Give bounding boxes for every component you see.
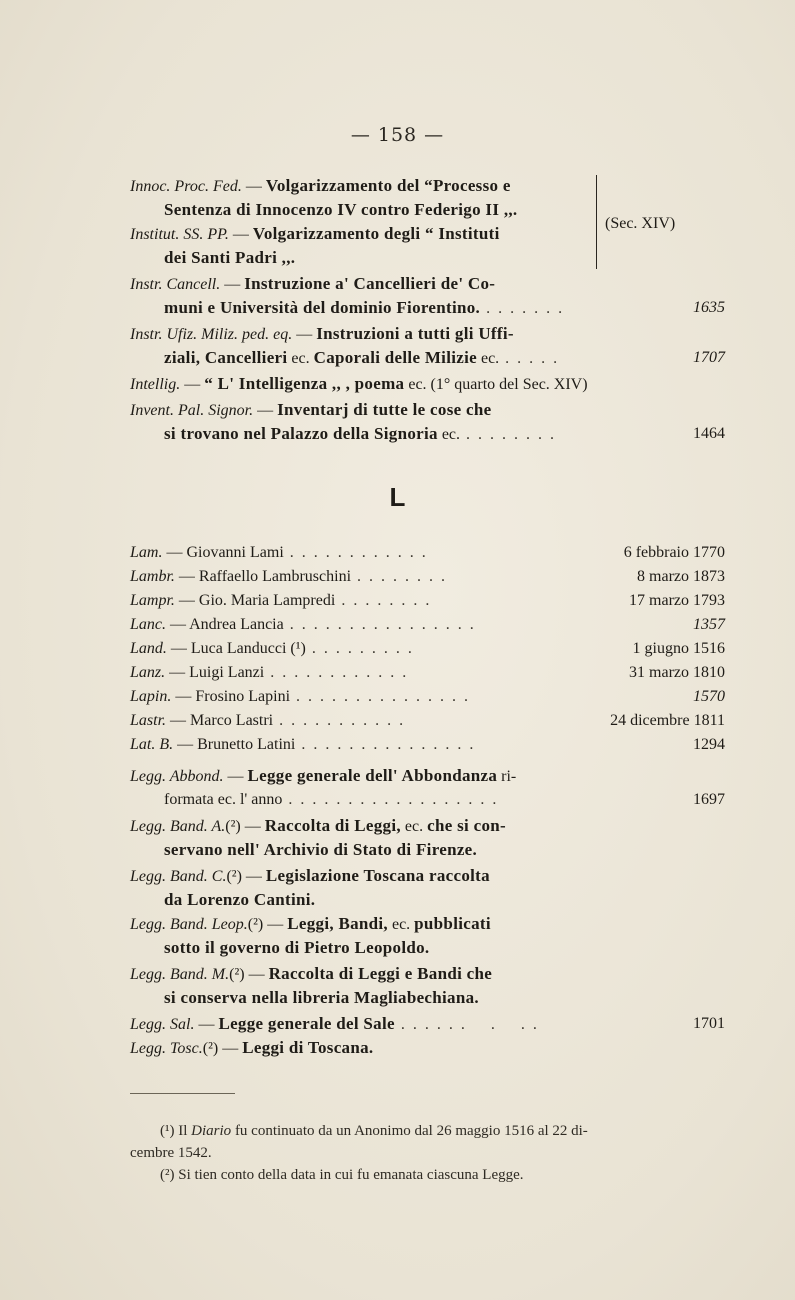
entry-date: 1294 bbox=[693, 736, 725, 753]
entry-date: 1707 bbox=[693, 349, 725, 366]
footnote-rule bbox=[130, 1093, 235, 1094]
century-label: (Sec. XIV) bbox=[605, 215, 676, 232]
entry-abbr: Invent. Pal. Signor. bbox=[130, 402, 254, 419]
entry-title: Volgarizzamento degli “ Instituti bbox=[252, 224, 500, 243]
entry-title: Instruzioni a tutti gli Uffi- bbox=[316, 324, 514, 343]
author-list bbox=[130, 541, 725, 757]
list-item: Lambr. — Raffaello Lambruschini . . . . . . . . 8 marzo 1873 bbox=[130, 565, 725, 589]
entry-instr-cancell: Instr. Cancell. — Instruzione a' Cancellieri de' Co- muni e Università del dominio Fiorentino. . . . . . . . 1635 bbox=[130, 272, 725, 320]
entry-title-cont: Sentenza di Innocenzo IV contro Federigo II ,,. bbox=[164, 200, 518, 219]
entry-date: 24 dicembre 1811 bbox=[610, 712, 725, 729]
entry-abbr: Innoc. Proc. Fed. bbox=[130, 178, 242, 195]
list-item: Land. — Luca Landucci (¹) . . . . . . . . . 1 giugno 1516 bbox=[130, 637, 725, 661]
entry-date: 1464 bbox=[693, 425, 725, 442]
entry-title-cont: dei Santi Padri ,,. bbox=[164, 248, 296, 267]
footnote-2: (²) Si tien conto della data in cui fu emanata ciascuna Legge. bbox=[160, 1167, 524, 1183]
entry-date: 1635 bbox=[693, 299, 725, 316]
entry-legg-tosc: Legg. Tosc.(²) — Leggi di Toscana. bbox=[130, 1038, 374, 1057]
entry-invent: Invent. Pal. Signor. — Inventarj di tutte le cose che si trovano nel Palazzo della Signoria ec. . . . . . . . . 1464 bbox=[130, 398, 725, 446]
entry-legg-band-m: Legg. Band. M.(²) — Raccolta di Leggi e Bandi che si conserva nella libreria Magliabechiana. bbox=[130, 964, 493, 1007]
entry-innoc: Innoc. Proc. Fed. — Volgarizzamento del “Processo e Sentenza di Innocenzo IV contro Federigo II ,,. bbox=[130, 176, 518, 219]
entry-abbr: Instr. Ufiz. Miliz. ped. eq. bbox=[130, 326, 293, 343]
page-number: — 158 — bbox=[350, 124, 445, 146]
list-item: Lapin. — Frosino Lapini . . . . . . . . . . . . . . . 1570 bbox=[130, 685, 725, 709]
entry-title: Instruzione a' Cancellieri de' Co- bbox=[244, 274, 496, 293]
entry-date: 8 marzo 1873 bbox=[637, 568, 725, 585]
entry-title: “ L' Intelligenza ,, , poema bbox=[204, 374, 405, 393]
entry-date: 31 marzo 1810 bbox=[629, 664, 725, 681]
entry-legg-band-c: Legg. Band. C.(²) — Legislazione Toscana raccolta da Lorenzo Cantini. bbox=[130, 866, 490, 909]
list-item: Lanc. — Andrea Lancia . . . . . . . . . . . . . . . . 1357 bbox=[130, 613, 725, 637]
entry-date: 1697 bbox=[693, 791, 725, 808]
section-letter: L bbox=[389, 482, 406, 512]
entry-title: Volgarizzamento del “Processo e bbox=[265, 176, 511, 195]
list-item: Lastr. — Marco Lastri . . . . . . . . . . . 24 dicembre 1811 bbox=[130, 709, 725, 733]
footnote-1: (¹) Il Diario fu continuato da un Anonimo dal 26 maggio 1516 al 22 di- cembre 1542. bbox=[130, 1123, 588, 1161]
entry-date: 1570 bbox=[693, 688, 725, 705]
list-item: Lam. — Giovanni Lami . . . . . . . . . . . . 6 febbraio 1770 bbox=[130, 541, 725, 565]
entry-legg-band-leop: Legg. Band. Leop.(²) — Leggi, Bandi, ec. pubblicati sotto il governo di Pietro Leopoldo. bbox=[130, 914, 491, 957]
entry-instr-ufiz: Instr. Ufiz. Miliz. ped. eq. — Instruzioni a tutti gli Uffi- ziali, Cancellieri ec. Caporali delle Milizie ec. . . . . . 1707 bbox=[130, 322, 725, 370]
entry-institut: Institut. SS. PP. — Volgarizzamento degli “ Instituti dei Santi Padri ,,. bbox=[130, 224, 500, 267]
entry-abbr: Instr. Cancell. bbox=[130, 276, 221, 293]
entry-legg-abbond: Legg. Abbond. — Legge generale dell' Abbondanza ri- formata ec. l' anno . . . . . . . . . . . . . . . . . . 1697 bbox=[130, 764, 725, 812]
entry-abbr: Intellig. bbox=[130, 376, 181, 393]
list-item: Lanz. — Luigi Lanzi . . . . . . . . . . . . 31 marzo 1810 bbox=[130, 661, 725, 685]
entry-date: 1701 bbox=[693, 1015, 725, 1032]
entry-date: 1357 bbox=[693, 616, 725, 633]
list-item: Lampr. — Gio. Maria Lampredi . . . . . . . . 17 marzo 1793 bbox=[130, 589, 725, 613]
entry-date: 17 marzo 1793 bbox=[629, 592, 725, 609]
entry-legg-band-a: Legg. Band. A.(²) — Raccolta di Leggi, ec. che si con- servano nell' Archivio di Stato di Firenze. bbox=[130, 816, 506, 859]
entry-title-cont: muni e Università del dominio Fiorentino. bbox=[164, 298, 481, 317]
entry-legg-sal: Legg. Sal. — Legge generale del Sale . . . . . . . . . 1701 bbox=[130, 1012, 725, 1036]
entry-intellig: Intellig. — “ L' Intelligenza ,, , poema ec. (1° quarto del Sec. XIV) bbox=[130, 374, 588, 393]
century-bracket bbox=[596, 175, 603, 269]
list-item: Lat. B. — Brunetto Latini . . . . . . . . . . . . . . . 1294 bbox=[130, 733, 725, 757]
entry-date: 6 febbraio 1770 bbox=[623, 544, 725, 561]
entry-abbr: Institut. SS. PP. bbox=[130, 226, 229, 243]
entry-title: Inventarj di tutte le cose che bbox=[277, 400, 492, 419]
entry-date: 1 giugno 1516 bbox=[632, 640, 725, 657]
